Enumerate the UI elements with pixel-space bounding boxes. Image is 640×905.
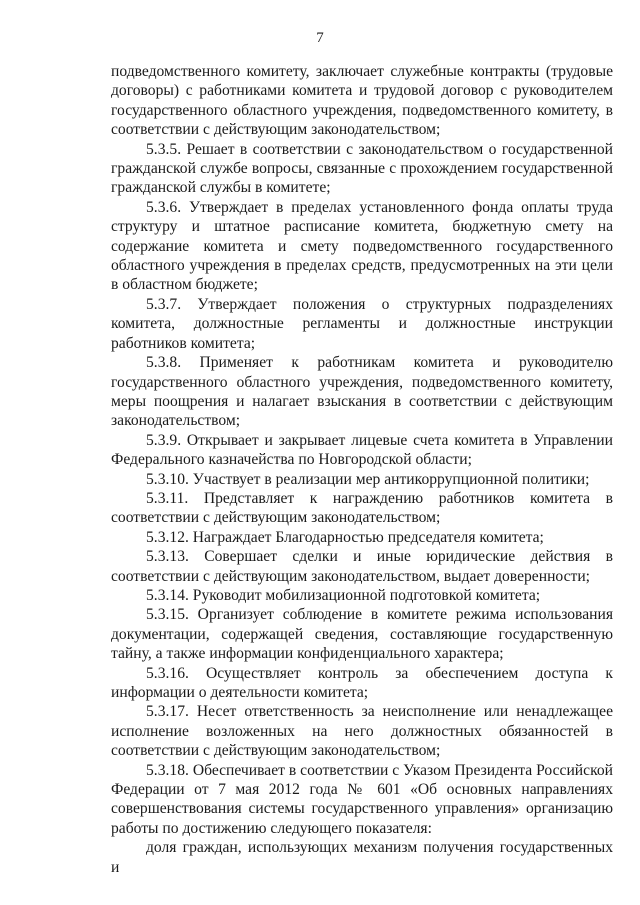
- paragraph-5-3-12: 5.3.12. Награждает Благодарностью председателя комитета;: [146, 528, 544, 546]
- paragraph-5-3-13: 5.3.13. Совершает сделки и иные юридические действия в соответствии с действующим законодательством, выдает доверенности;: [111, 548, 613, 585]
- paragraph-5-3-17: 5.3.17. Несет ответственность за неисполнение или ненадлежащее исполнение возложенных на него должностных обязанностей в соответствии с действующим законодательством;: [111, 703, 613, 760]
- paragraph-5-3-10: 5.3.10. Участвует в реализации мер антикоррупционной политики;: [146, 470, 590, 488]
- paragraph-5-3-9: 5.3.9. Открывает и закрывает лицевые счета комитета в Управлении Федерального казначейства по Новгородской области;: [111, 431, 613, 469]
- paragraph-5-3-11: 5.3.11. Представляет к награждению работников комитета в соответствии с действующим законодательством;: [111, 489, 613, 527]
- paragraph-5-3-16: 5.3.16. Осуществляет контроль за обеспечением доступа к информации о деятельности комитета;: [111, 664, 613, 701]
- paragraph-5-3-7: 5.3.7. Утверждает положения о структурных подразделениях комитета, должностные регламенты и должностные инструкции работников комитета;: [111, 295, 613, 352]
- paragraph-continuation: подведомственного комитету, заключает служебные контракты (трудовые договоры) с работниками комитета и трудовой договор с руководителем государственного областного учреждения, подведомственного комитету, в соответствии с действующим законодательством;: [111, 63, 613, 139]
- paragraph-5-3-8: 5.3.8. Применяет к работникам комитета и руководителю государственного областного учреждения, подведомственного комитету, меры поощрения и налагает взыскания в соответствии с действующим законодательством;: [111, 354, 613, 430]
- paragraph-indicator: доля граждан, использующих механизм получения государственных и: [111, 839, 613, 876]
- paragraph-5-3-15: 5.3.15. Организует соблюдение в комитете режима использования документации, содержащей сведения, составляющие государственную тайну, а также информации конфиденциального характера;: [111, 606, 613, 663]
- page-number: 7: [316, 30, 324, 46]
- document-body: [111, 62, 613, 877]
- paragraph-5-3-6: 5.3.6. Утверждает в пределах установленного фонда оплаты труда структуру и штатное расписание комитета, бюджетную смету на содержание комитета и смету подведомственного государственного областного учреждения в пределах средств, предусмотренных на эти цели в областном бюджете;: [111, 198, 613, 294]
- paragraph-5-3-5: 5.3.5. Решает в соответствии с законодательством о государственной гражданской службе вопросы, связанные с прохождением государственной гражданской службы в комитете;: [111, 140, 613, 197]
- paragraph-5-3-14: 5.3.14. Руководит мобилизационной подготовкой комитета;: [146, 586, 541, 604]
- paragraph-5-3-18: 5.3.18. Обеспечивает в соответствии с Указом Президента Российской Федерации от 7 мая 2012 года № 601 «Об основных направлениях совершенствования системы государственного управления» организацию работы по достижению следующего показателя:: [111, 761, 613, 837]
